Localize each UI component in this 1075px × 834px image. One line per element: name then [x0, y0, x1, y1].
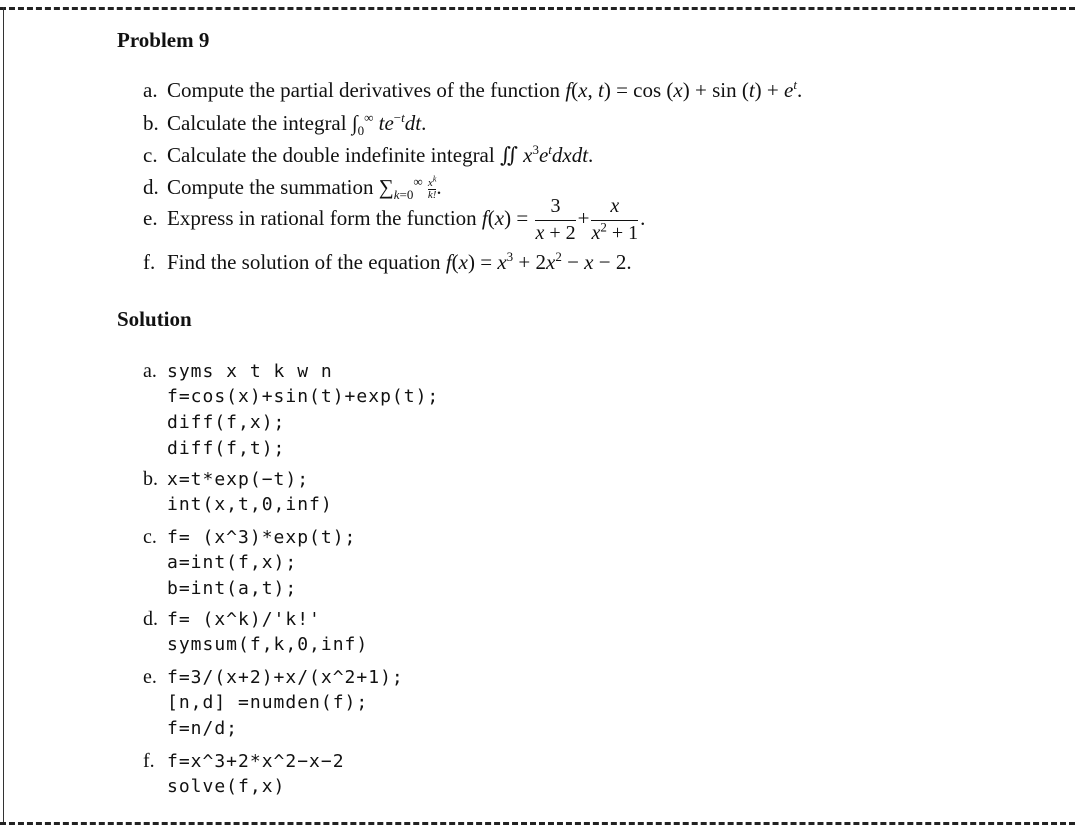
problem-item-b: [143, 110, 427, 139]
code-line: f= (x^3)*exp(t);: [167, 527, 357, 548]
code-line: f=n/d;: [167, 718, 239, 739]
solution-d-line-1: [143, 608, 321, 631]
item-label: e.: [143, 205, 158, 230]
code-line: b=int(a,t);: [167, 578, 298, 599]
code-line: syms x t k w n: [167, 361, 333, 382]
item-label: d.: [143, 175, 159, 199]
code-label: e.: [143, 666, 157, 688]
problem-item-e: [143, 195, 645, 245]
solution-a-line-1: [143, 360, 333, 383]
code-line: f= (x^k)/'k!': [167, 609, 321, 630]
code-label: b.: [143, 468, 158, 490]
code-line: symsum(f,k,0,inf): [167, 634, 369, 655]
item-math: ∬ $x^3e^tdxdt$.: [499, 142, 594, 167]
item-text: Express in rational form the function: [167, 205, 477, 230]
code-label: f.: [143, 750, 155, 772]
code-line: [n,d] =numden(f);: [167, 692, 369, 713]
item-math: $\sum_{k=0}^\infty$ $\frac{x^k}{k!}$ .: [378, 174, 442, 203]
top-dashed-border: [0, 7, 1075, 10]
bottom-dashed-border: [0, 822, 1075, 825]
item-text: Find the solution of the equation: [167, 250, 441, 274]
problem-title: Problem 9: [117, 28, 210, 52]
item-math: f(x, $t) = \cos (x) + \sin (t) + e^t$.: [565, 77, 803, 102]
solution-e-line-1: [143, 666, 404, 689]
code-line: solve(f,x): [167, 776, 286, 797]
code-label: d.: [143, 608, 158, 630]
code-line: x=t*exp(−t);: [167, 469, 310, 490]
item-label: c.: [143, 143, 158, 167]
item-label: a.: [143, 78, 158, 102]
code-line: f=cos(x)+sin(t)+exp(t);: [167, 386, 440, 407]
item-text: Calculate the integral: [167, 111, 347, 135]
item-math: f(x) = $\frac{3}{x + 2}$ + $\frac{x}{x^2 + 1}$ .: [481, 195, 646, 244]
code-label: a.: [143, 360, 157, 382]
solution-title: Solution: [117, 307, 192, 331]
problem-item-a: [143, 78, 802, 103]
item-text: Compute the partial derivatives of the function: [167, 78, 561, 102]
item-text: Calculate the double indefinite integral: [167, 143, 495, 167]
item-text: Compute the summation: [167, 175, 374, 199]
left-border: [3, 7, 4, 822]
solution-c-line-1: [143, 526, 356, 549]
item-label: b.: [143, 111, 159, 135]
code-line: diff(f,x);: [167, 412, 286, 433]
solution-f-line-1: [143, 750, 345, 773]
problem-item-f: [143, 250, 632, 275]
item-math: $f(x) = x^3 + 2x^2 - x - 2$.: [445, 249, 632, 274]
item-label: f.: [143, 250, 156, 274]
code-line: a=int(f,x);: [167, 552, 298, 573]
solution-b-line-1: [143, 468, 309, 491]
code-line: int(x,t,0,inf): [167, 494, 333, 515]
code-line: diff(f,t);: [167, 438, 286, 459]
item-math: $\int_0^\infty$ $te^{-t}dt$.: [351, 110, 427, 139]
code-line: f=3/(x+2)+x/(x^2+1);: [167, 667, 404, 688]
code-label: c.: [143, 526, 157, 548]
code-line: f=x^3+2*x^2−x−2: [167, 751, 345, 772]
problem-item-c: [143, 143, 593, 168]
